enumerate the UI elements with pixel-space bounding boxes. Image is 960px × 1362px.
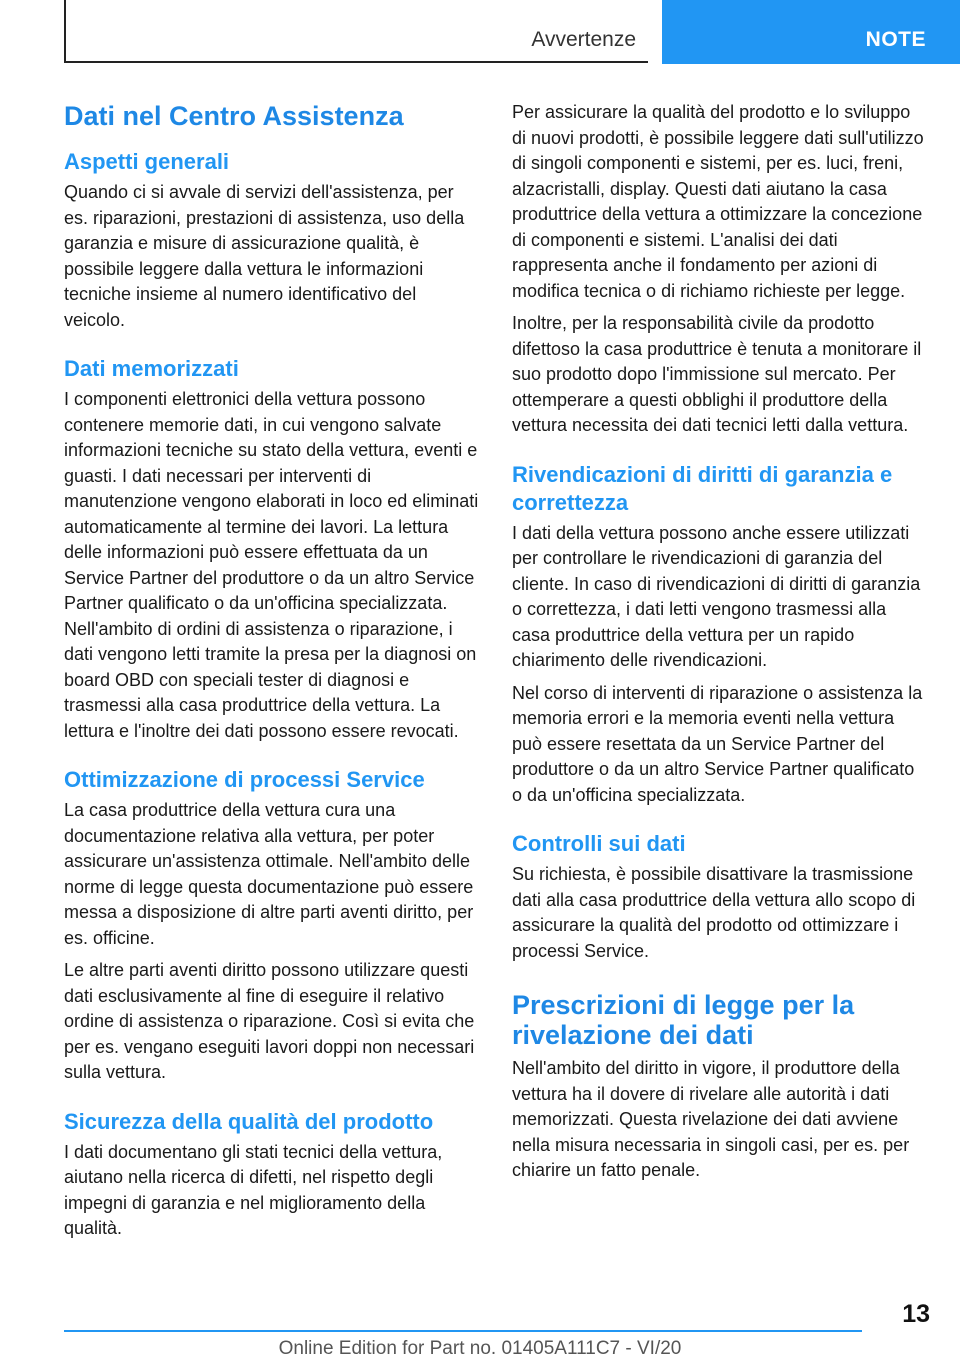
section-heading: Rivendicazioni di diritti di garanzia e correttezza [512, 461, 893, 515]
section-heading: Aspetti generali [64, 149, 230, 174]
tab-note[interactable] [662, 0, 960, 64]
section-heading: Controlli sui dati [512, 831, 686, 856]
right-column [512, 100, 928, 1191]
paragraph: Le altre parti aventi diritto possono utilizzare questi dati esclusivamente al fine di eseguire il relativo ordine di assistenza o riparazione. Così si evita che per es. vengano eseguiti lavori doppi non necessari sulla vettura. [64, 960, 475, 1082]
paragraph: La casa produttrice della vettura cura una documentazione relativa alla vettura, per poter assicurare un'assistenza ottimale. Nell'ambito delle norme di legge questa documentazione può essere messa a disposizione di altre parti aventi diritto, per es. officine. [64, 800, 474, 948]
section-heading: Sicurezza della qualità del prodotto [64, 1108, 434, 1134]
left-column [64, 100, 480, 1249]
paragraph: Quando ci si avvale di servizi dell'assistenza, per es. riparazioni, prestazioni di assistenza, uso della garanzia e misure di assicurazione qualità, è possibile leggere dalla vettura le informazioni tecniche insieme al numero identificativo del veicolo. [64, 182, 465, 330]
main-heading: Dati nel Centro Assistenza [64, 101, 404, 131]
paragraph: I dati della vettura possono anche essere utilizzati per controllare le rivendicazioni di garanzia del cliente. In caso di rivendicazioni di diritti di garanzia o correttezza, i dati letti vengono trasmessi alla casa produttrice della vettura per un rapido chiarimento delle rivendicazioni. [512, 522, 921, 670]
section-heading: Ottimizzazione di processi Service [64, 767, 425, 792]
tab-note-label: NOTE [865, 28, 926, 51]
header-title: Avvertenze [531, 28, 636, 51]
paragraph: Nell'ambito del diritto in vigore, il produttore della vettura ha il dovere di rivelare alle autorità i dati memorizzati. Questa rivelazione dei dati avviene nella misura necessaria in singoli casi, per es. per chiarire un fatto penale. [512, 1058, 910, 1180]
paragraph: Inoltre, per la responsabilità civile da prodotto difettoso la casa produttrice è tenuta a monitorare il suo prodotto dopo l'immissione sul mercato. Per ottemperare a questi obblighi il produttore della vettura necessita dei dati tecnici letti dalla vettura. [512, 313, 922, 435]
footer-edition: Online Edition for Part no. 01405A111C7 - VI/20 [278, 1338, 682, 1359]
paragraph: I dati documentano gli stati tecnici della vettura, aiutano nella ricerca di difetti, nel rispetto degli impegni di garanzia e nel miglioramento della qualità. [64, 1141, 443, 1238]
footer-divider [64, 1330, 862, 1332]
paragraph: Su richiesta, è possibile disattivare la trasmissione dati alla casa produttrice della vettura allo scopo di assicurare la qualità del prodotto od ottimizzare i processi Service. [512, 864, 916, 961]
page-header [0, 0, 960, 66]
section-heading: Dati memorizzati [64, 356, 239, 381]
paragraph: I componenti elettronici della vettura possono contenere memorie dati, in cui vengono salvate informazioni tecniche su stato della vettura, eventi e guasti. I dati necessari per interventi di manutenzione vengono elaborati in loco ed eliminati automaticamente al termine dei lavori. La lettura delle informazioni può essere effettuata da un Service Partner del produttore o da un altro Service Partner qualificato o da un'officina specializzata. Nell'ambito di ordini di assistenza o riparazione, i dati vengono letti tramite la presa per la diagnosi on board OBD con speciali tester di diagnosi e trasmessi alla casa produttrice della vettura. La lettura e l'inoltre dei dati possono essere revocati. [64, 389, 479, 741]
paragraph: Nel corso di interventi di riparazione o assistenza la memoria errori e la memoria eventi nella vettura può essere resettata da un Service Partner del produttore o da un altro Service Partner qualificato o da un'officina specializzata. [512, 682, 923, 805]
main-heading-2: Prescrizioni di legge per la rivelazione dei dati [512, 990, 855, 1050]
header-box [64, 0, 648, 63]
paragraph: Per assicurare la qualità del prodotto e lo sviluppo di nuovi prodotti, è possibile leggere dati sull'utilizzo di singoli componenti e sistemi, per es. luci, freni, alzacristalli, display. Questi dati aiutano la casa produttrice della vettura a ottimizzare la concezione di componenti e sistemi. L'analisi dei dati rappresenta anche il fondamento per azioni di modifica tecnica o di richiamo richieste per legge. [512, 102, 924, 301]
page-number: 13 [902, 1300, 930, 1328]
